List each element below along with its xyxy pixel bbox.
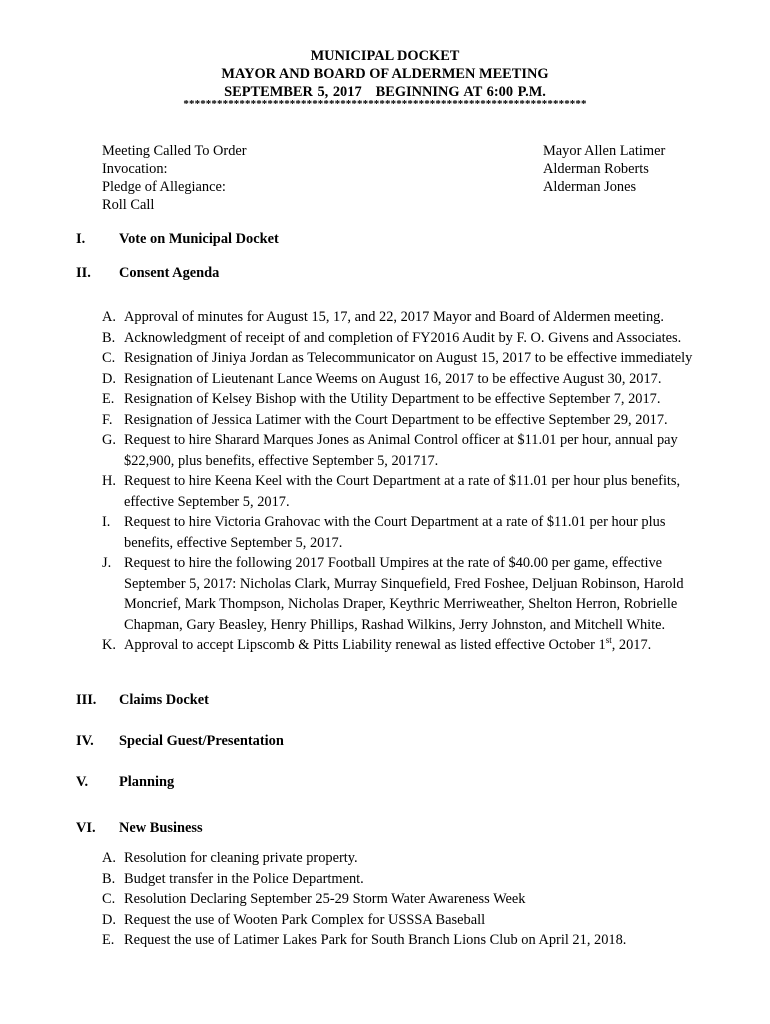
item-marker: C. (102, 891, 116, 907)
item-text: Resolution Declaring September 25-29 Storm Water Awareness Week (124, 891, 526, 907)
section-title: Special Guest/Presentation (119, 733, 284, 749)
list-item (102, 512, 732, 553)
item-text: Request the use of Wooten Park Complex for USSSA Baseball (124, 911, 486, 928)
item-text: Approval of minutes for August 15, 17, and 22, 2017 Mayor and Board of Aldermen meeting. (124, 309, 664, 325)
section-number: V. (76, 774, 89, 790)
list-item (102, 369, 732, 390)
list-item (102, 910, 732, 931)
item-marker: B. (102, 870, 116, 887)
item-marker: I. (102, 514, 111, 530)
consent-agenda-list (102, 307, 732, 656)
item-text (124, 635, 732, 656)
list-item (102, 635, 732, 656)
list-item (102, 553, 732, 635)
meeting-time: BEGINNING AT 6:00 P.M. (375, 84, 546, 100)
item-marker: B. (102, 329, 116, 346)
list-item (102, 889, 732, 910)
opening-item: Meeting Called To Order (102, 143, 247, 159)
section-title: Consent Agenda (119, 265, 220, 281)
meeting-title: MAYOR AND BOARD OF ALDERMEN MEETING (221, 66, 549, 82)
section-heading (0, 732, 770, 750)
item-marker: E. (102, 391, 115, 407)
item-marker: A. (102, 309, 116, 325)
section-title: New Business (119, 820, 203, 836)
item-marker: J. (102, 555, 112, 571)
item-marker: C. (102, 350, 116, 366)
list-item (102, 348, 732, 369)
item-text-end: , 2017. (611, 637, 652, 653)
list-item (102, 328, 732, 349)
list-item (102, 471, 732, 512)
list-item (102, 430, 732, 471)
meeting-date: SEPTEMBER 5, 2017 (224, 84, 362, 100)
item-marker: D. (102, 911, 116, 928)
list-item (102, 848, 732, 869)
section-heading (0, 230, 770, 248)
item-marker: A. (102, 850, 116, 866)
list-item (102, 410, 732, 431)
section-title: Vote on Municipal Docket (119, 231, 279, 247)
official-name: Alderman Jones (543, 179, 637, 195)
list-item (102, 389, 732, 410)
docket-title: MUNICIPAL DOCKET (310, 48, 460, 64)
item-text: Request to hire Sharard Marques Jones as Animal Control officer at $11.01 per hour, annual pay $22,900, plus benefits, effective September 5, 201717. (124, 432, 678, 469)
item-text: Resolution for cleaning private property. (124, 850, 358, 866)
item-text: Resignation of Jiniya Jordan as Telecommunicator on August 15, 2017 to be effective immediately (124, 350, 693, 366)
opening-item: Roll Call (102, 197, 155, 213)
list-item (102, 307, 732, 328)
official-name: Mayor Allen Latimer (543, 143, 666, 159)
section-heading (0, 691, 770, 709)
section-number: I. (76, 231, 86, 247)
item-marker: D. (102, 370, 116, 387)
list-item (102, 869, 732, 890)
item-text: Budget transfer in the Police Department. (124, 870, 364, 887)
section-title: Claims Docket (119, 692, 209, 708)
section-heading (0, 773, 770, 791)
new-business-list (102, 848, 732, 951)
item-marker: E. (102, 932, 115, 948)
section-number: III. (76, 692, 97, 708)
list-item (102, 930, 732, 951)
opening-officials (543, 142, 665, 196)
item-text: Request to hire Keena Keel with the Court Department at a rate of $11.01 per hour plus benefits, effective September 5, 2017. (124, 473, 681, 510)
star-divider: ************************************************************************ (183, 98, 587, 110)
item-text: Resignation of Lieutenant Lance Weems on August 16, 2017 to be effective August 30, 2017. (124, 370, 662, 387)
opening-item: Invocation: (102, 161, 168, 177)
item-marker: G. (102, 432, 116, 448)
item-text: Request the use of Latimer Lakes Park for South Branch Lions Club on April 21, 2018. (124, 932, 627, 948)
section-number: II. (76, 265, 91, 281)
item-marker: K. (102, 637, 116, 653)
item-marker: F. (102, 411, 113, 428)
item-text-main: Approval to accept Lipscomb & Pitts Liability renewal as listed effective October 1 (124, 637, 606, 653)
item-text: Request to hire Victoria Grahovac with the Court Department at a rate of $11.01 per hour plus benefits, effective September 5, 2017. (124, 514, 666, 551)
section-number: VI. (76, 820, 96, 836)
opening-items (102, 142, 247, 214)
section-heading (0, 264, 770, 282)
item-text: Resignation of Jessica Latimer with the Court Department to be effective September 29, 2017. (124, 411, 668, 428)
official-name: Alderman Roberts (543, 161, 649, 177)
item-text: Acknowledgment of receipt of and completion of FY2016 Audit by F. O. Givens and Associates. (124, 329, 682, 346)
item-text: Resignation of Kelsey Bishop with the Utility Department to be effective September 7, 2017. (124, 391, 661, 407)
opening-item: Pledge of Allegiance: (102, 179, 226, 195)
ordinal-suffix: st (605, 635, 612, 646)
section-title: Planning (119, 774, 175, 790)
item-marker: H. (102, 473, 116, 489)
item-text: Request to hire the following 2017 Football Umpires at the rate of $40.00 per game, effective September 5, 2017: Nicholas Clark, Murray Sinquefield, Fred Foshee, Deljuan Robinson, Harold Moncrief, Mark Thompson, Nicholas Draper, Keythric Merriweather, Shelton Herron, Robrielle Chapman, Gary Beasley, Henry Phillips, Rashad Wilkins, Jerry Johnston, and Mitchell White. (124, 555, 684, 633)
section-heading (0, 819, 770, 837)
section-number: IV. (76, 733, 94, 749)
